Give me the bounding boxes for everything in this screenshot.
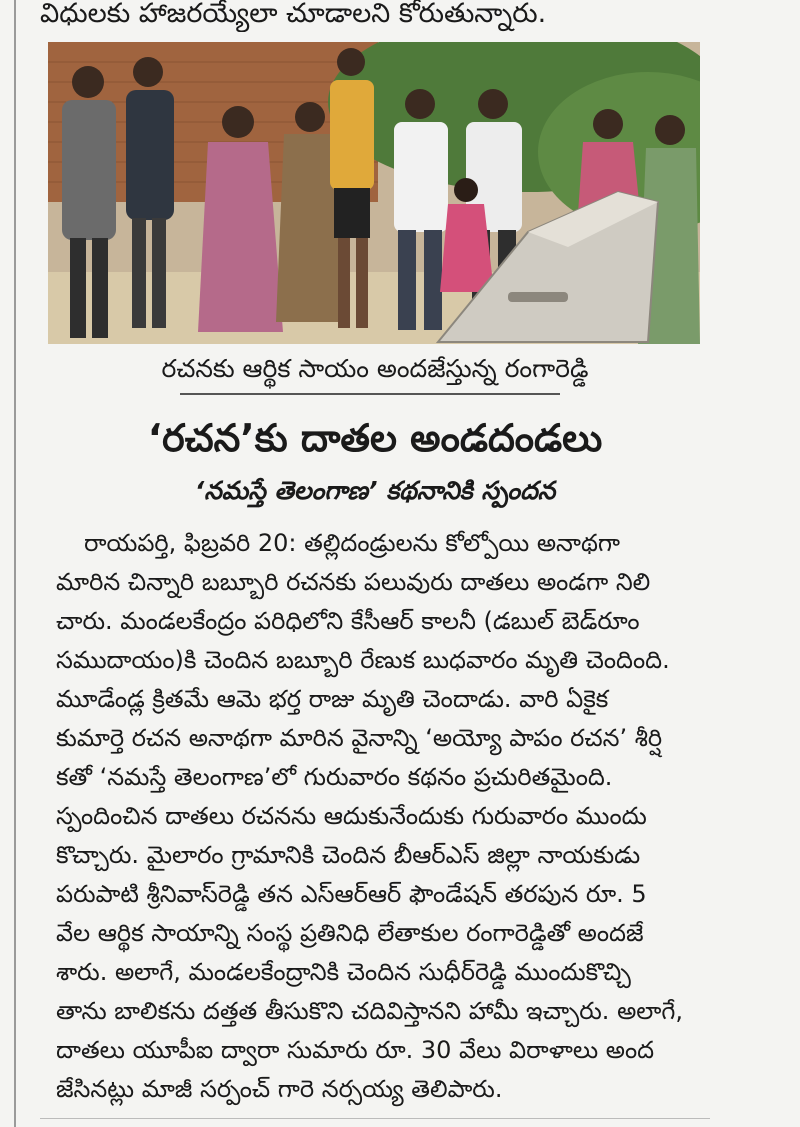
body-line: కొచ్చారు. మైలారం గ్రామానికి చెందిన బీఆర్ఎస్ జిల్లా నాయకుడు [56,841,641,869]
subheadline: ‘నమస్తే తెలంగాణ’ కథనానికి స్పందన [194,476,556,505]
body-line: జేసినట్లు మాజీ సర్పంచ్ గారె నర్సయ్య తెలిపారు. [56,1075,503,1103]
body-line: వేల ఆర్థిక సాయాన్ని సంస్థ ప్రతినిధి లేతాకుల రంగారెడ్డితో అందజే [56,919,644,947]
body-line: కతో ‘నమస్తే తెలంగాణ’లో గురువారం కథనం ప్రచురితమైంది. [56,763,613,791]
body-line: మూడేండ్ల క్రితమే ఆమె భర్త రాజు మృతి చెందాడు. వారి ఏకైక [56,685,609,713]
photo-illustration [48,42,700,344]
body-line: దాతలు యూపీఐ ద్వారా సుమారు రూ. 30 వేలు విరాళాలు అంద [56,1036,655,1064]
headline: ‘రచన’కు దాతల అండదండలు [147,416,603,460]
photo-caption: రచనకు ఆర్థిక సాయం అందజేస్తున్న రంగారెడ్డి [161,354,589,383]
column-divider [14,0,16,1127]
body-line: రాయపర్తి, ఫిబ్రవరి 20: తల్లిదండ్రులను కోల్పోయి అనాథగా [84,529,621,557]
previous-article-tail: విధులకు హాజరయ్యేలా చూడాలని కోరుతున్నారు. [40,0,547,29]
body-line: తాను బాలికను దత్తత తీసుకొని చదివిస్తానని హామీ ఇచ్చారు. అలాగే, [56,997,684,1025]
body-line: మారిన చిన్నారి బబ్బూరి రచనకు పలువురు దాతలు అండగా నిలి [56,568,651,596]
bottom-divider [40,1118,710,1119]
body-line: శారు. అలాగే, మండలకేంద్రానికి చెందిన సుధీర్‌రెడ్డి ముందుకొచ్చి [56,958,631,986]
body-line: కుమార్తె రచన అనాథగా మారిన వైనాన్ని ‘అయ్యో పాపం రచన’ శీర్షి [56,724,663,752]
body-line: చారు. మండలకేంద్రం పరిధిలోని కేసీఆర్ కాలనీ (డబుల్ బెడ్‌రూం [56,607,640,635]
article-body [56,524,704,1109]
news-photo [48,42,700,344]
body-line: పరుపాటి శ్రీనివాస్‌రెడ్డి తన ఎస్ఆర్ఆర్ ఫౌండేషన్ తరపున రూ. 5 [56,880,647,908]
body-line: సముదాయం)కి చెందిన బబ్బూరి రేణుక బుధవారం మృతి చెందింది. [56,646,670,674]
body-line: స్పందించిన దాతలు రచనను ఆదుకునేందుకు గురువారం ముందు [56,802,647,830]
caption-underline [180,393,560,395]
newspaper-clipping [40,0,710,1127]
